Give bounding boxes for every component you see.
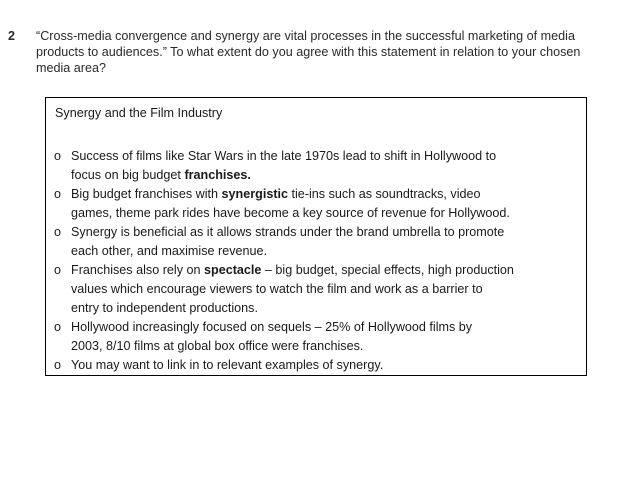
bullet-text: Franchises also rely on (71, 263, 204, 277)
bullet-marker: o (54, 320, 62, 334)
bullet-text: You may want to link in to relevant examples of synergy. (71, 358, 384, 372)
bullet-line (71, 337, 582, 356)
bullet-line (71, 223, 582, 242)
bullet-text: Synergy is beneficial as it allows strands under the brand umbrella to promote (71, 225, 505, 239)
bullet-marker: o (54, 263, 62, 277)
bullet-text: values which encourage viewers to watch the film and work as a barrier to (71, 282, 483, 296)
bullet-marker: o (54, 358, 62, 372)
box-title: Synergy and the Film Industry (55, 106, 223, 120)
bullet-text: – big budget, special effects, high production (261, 263, 514, 277)
bullet-line (71, 318, 582, 337)
bullet-line (71, 185, 582, 204)
bullet-text: games, theme park rides have become a key source of revenue for Hollywood. (71, 206, 510, 220)
bullet-line (71, 242, 582, 261)
bullet-text: tie-ins such as soundtracks, video (288, 187, 481, 201)
bullet-marker: o (54, 225, 62, 239)
bullet-item (54, 185, 582, 223)
bullet-text: entry to independent productions. (71, 301, 258, 315)
notes-box (45, 97, 587, 376)
bullet-text: Success of films like Star Wars in the late 1970s lead to shift in Hollywood to (71, 149, 497, 163)
bullet-text: focus on big budget (71, 168, 185, 182)
question-text (36, 28, 626, 76)
bullet-marker: o (54, 149, 62, 163)
bullet-line (71, 261, 582, 280)
question-number: 2 (8, 29, 16, 43)
bullet-line (71, 356, 582, 375)
bullet-keyword: synergistic (221, 187, 289, 201)
bullet-keyword: franchises. (184, 168, 251, 182)
bullet-text: Hollywood increasingly focused on sequels – 25% of Hollywood films by (71, 320, 473, 334)
bullet-keyword: spectacle (204, 263, 262, 277)
bullet-text: each other, and maximise revenue. (71, 244, 268, 258)
bullet-item (54, 356, 582, 375)
bullet-line (71, 166, 582, 185)
question-line: products to audiences.” To what extent do you agree with this statement in relation to your chosen (36, 45, 581, 59)
question-line: media area? (36, 61, 107, 75)
bullet-line (71, 204, 582, 223)
bullet-text: Big budget franchises with (71, 187, 222, 201)
bullet-line (71, 147, 582, 166)
bullet-item (54, 223, 582, 261)
bullet-line (71, 299, 582, 318)
bullet-marker: o (54, 187, 62, 201)
question-line: “Cross-media convergence and synergy are vital processes in the successful marketing of media (36, 29, 575, 43)
bullet-item (54, 147, 582, 185)
bullet-list (54, 147, 582, 375)
bullet-item (54, 318, 582, 356)
bullet-item (54, 261, 582, 318)
bullet-line (71, 280, 582, 299)
bullet-text: 2003, 8/10 films at global box office were franchises. (71, 339, 364, 353)
